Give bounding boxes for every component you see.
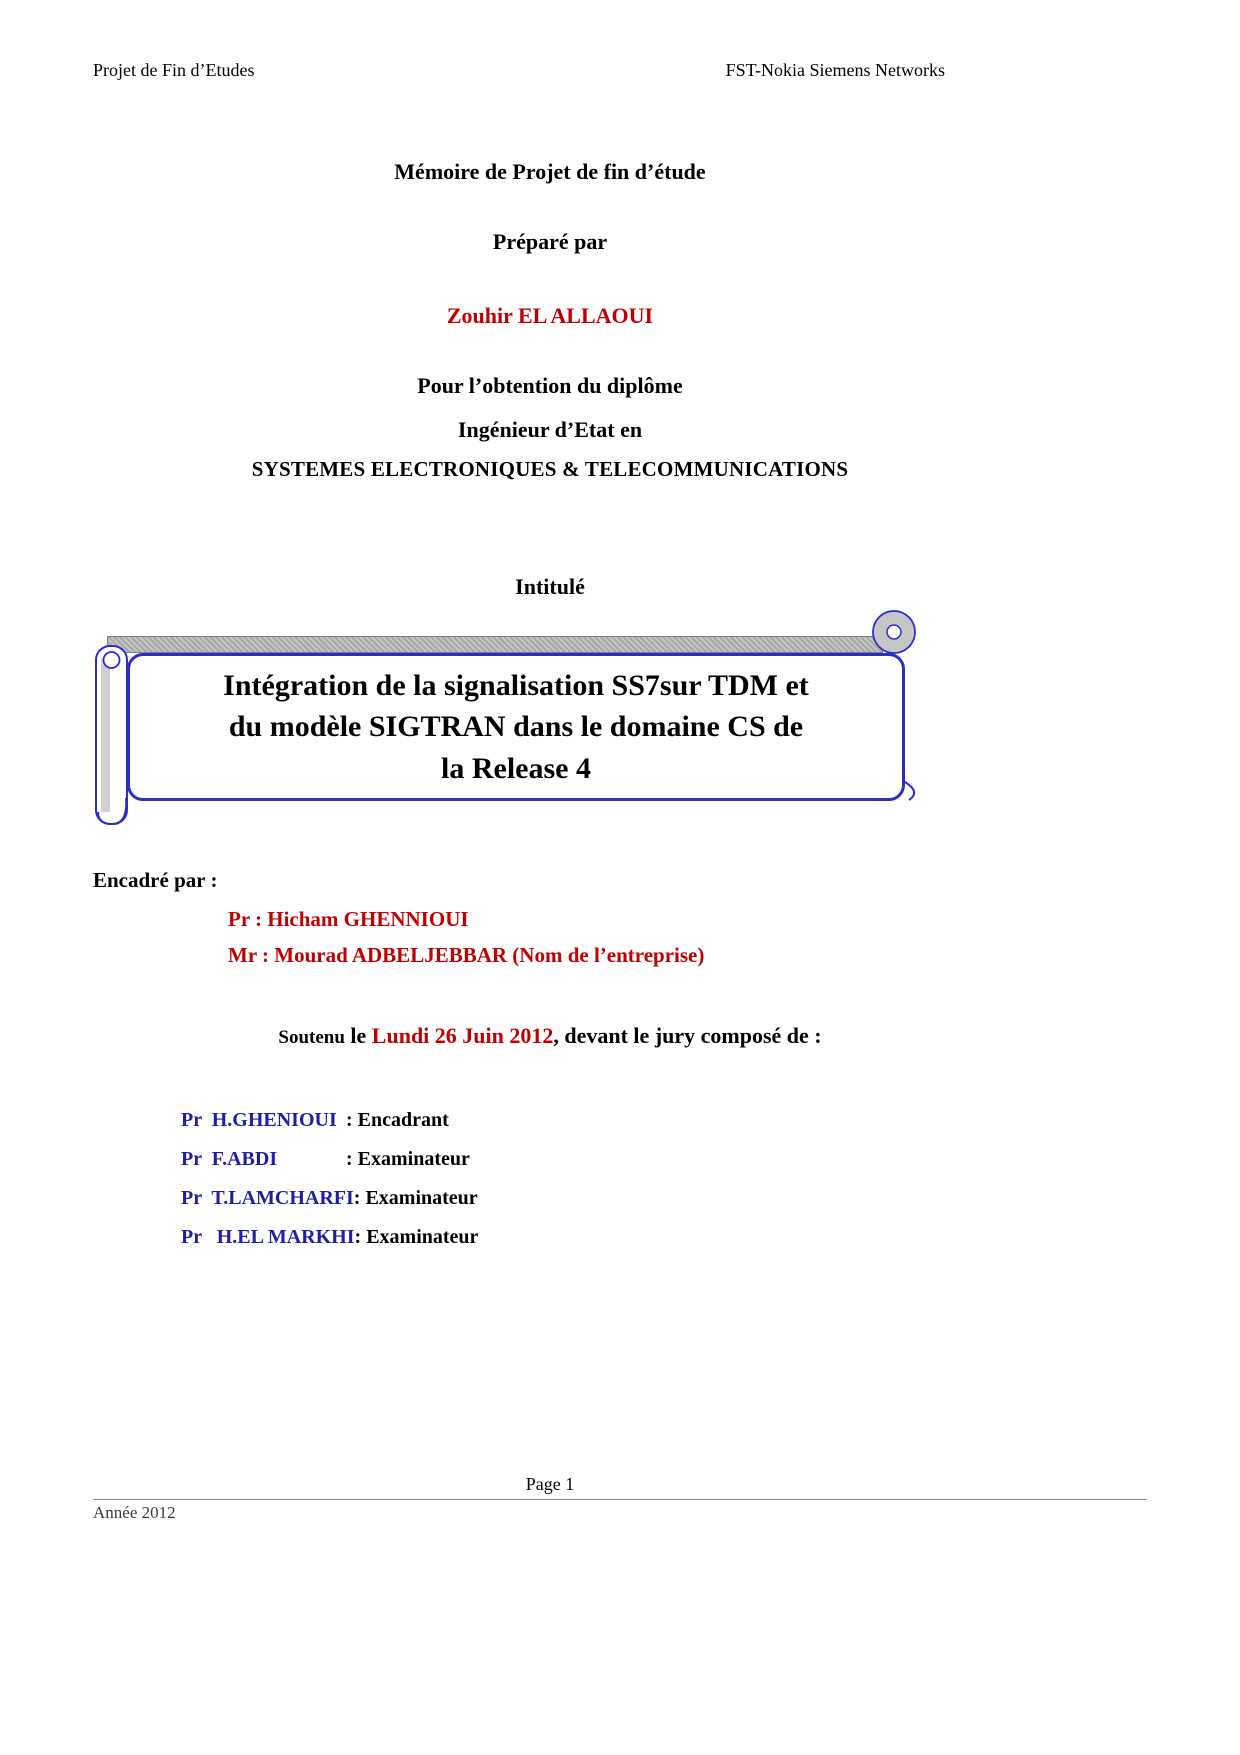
scroll-shadow-band	[107, 636, 883, 653]
entitled-label: Intitulé	[515, 574, 585, 599]
prepared-by-label: Préparé par	[492, 229, 608, 254]
scroll-bottom-right-tail-icon	[905, 782, 914, 800]
jury-member-role: : Examinateur	[353, 1187, 478, 1209]
defense-date: Lundi 26 Juin 2012	[371, 1023, 554, 1048]
header-right-text: FST-Nokia Siemens Networks	[725, 60, 945, 80]
page-footer	[93, 1474, 1147, 1523]
footer-year: Année 2012	[93, 1503, 176, 1522]
jury-row	[181, 1224, 1007, 1251]
defense-sentence	[93, 1023, 1007, 1049]
diploma-line: Pour l’obtention du diplôme	[417, 373, 683, 398]
title-page-content	[93, 159, 1007, 1251]
thesis-title-line-2: du modèle SIGTRAN dans le domaine CS de	[228, 710, 804, 744]
footer-divider	[93, 1499, 1147, 1500]
jury-row	[181, 1185, 1007, 1212]
jury-row	[181, 1107, 1007, 1134]
degree-line: Ingénieur d’Etat en	[457, 417, 643, 442]
jury-member-name: Pr H.GHENIOUI	[181, 1109, 337, 1131]
program-line: SYSTEMES ELECTRONIQUES & TELECOMMUNICATIONS	[251, 457, 849, 481]
thesis-title-panel	[127, 653, 905, 801]
jury-member-name: Pr H.EL MARKHI	[181, 1226, 355, 1248]
thesis-title-line-3: la Release 4	[441, 751, 591, 785]
jury-member-role: : Encadrant	[346, 1109, 449, 1131]
jury-member-role: : Examinateur	[346, 1148, 470, 1170]
scroll-title-banner	[93, 606, 923, 838]
defense-rest: , devant le jury composé de :	[553, 1023, 822, 1048]
defense-word-soutenu: Soutenu	[278, 1027, 345, 1048]
supervisor-1: Pr : Hicham GHENNIOUI	[228, 907, 469, 931]
jury-row	[181, 1146, 1007, 1173]
thesis-title-line-1: Intégration de la signalisation SS7sur TDM et	[223, 668, 809, 702]
jury-member-role: : Examinateur	[354, 1226, 479, 1248]
supervised-by-label: Encadré par :	[93, 868, 218, 892]
header-left-text: Projet de Fin d’Etudes	[93, 60, 255, 80]
jury-list	[181, 1107, 1007, 1251]
supervisor-2: Mr : Mourad ADBELJEBBAR (Nom de l’entreprise)	[228, 943, 705, 967]
page-number: Page 1	[525, 1474, 575, 1494]
defense-word-le: le	[344, 1023, 372, 1048]
author-name: Zouhir EL ALLAOUI	[446, 303, 654, 328]
jury-member-name: Pr F.ABDI	[181, 1148, 278, 1170]
page-header	[0, 0, 1240, 81]
memoire-title: Mémoire de Projet de fin d’étude	[394, 159, 706, 184]
scroll-left-curl-icon	[96, 646, 127, 824]
jury-member-name: Pr T.LAMCHARFI	[181, 1187, 354, 1209]
